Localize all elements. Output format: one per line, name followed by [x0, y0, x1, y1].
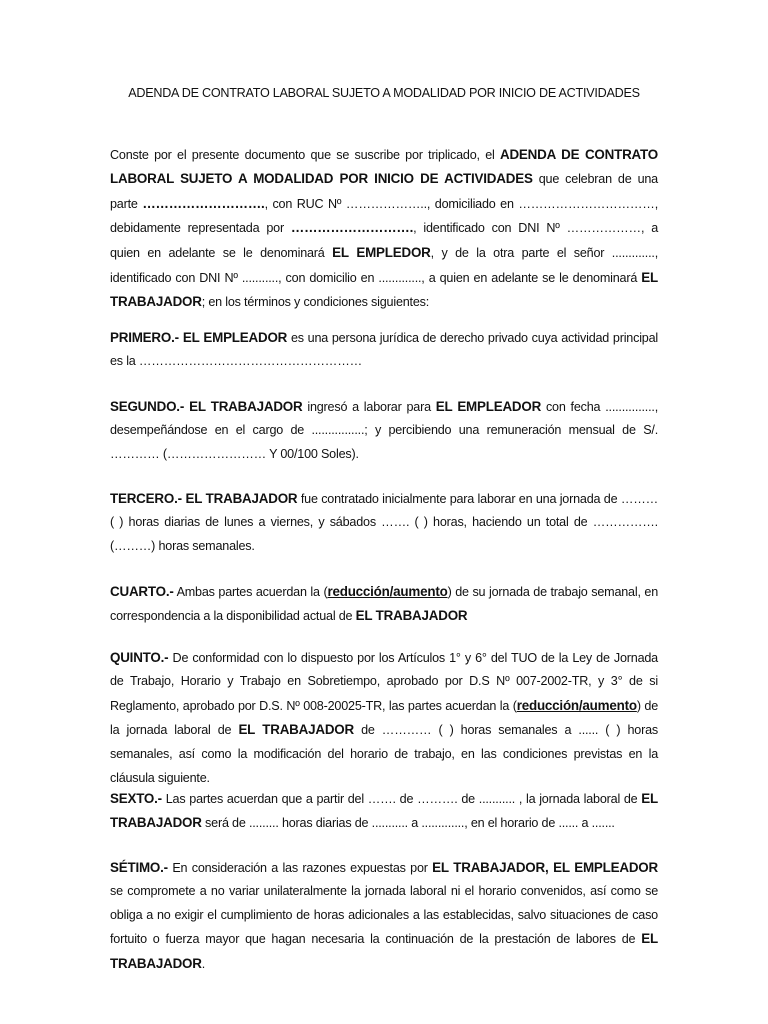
clause-primero	[110, 326, 658, 374]
emphasis-text: PRIMERO.- EL EMPLEADOR	[110, 329, 288, 345]
emphasis-text: EL TRABAJADOR	[238, 722, 354, 738]
clause-cuarto	[110, 580, 658, 629]
clause-text: , y de la otra parte el señor ............., identificado con DNI Nº ..........., con domicilio en ............., a quien en adelante se le denominará	[110, 245, 658, 285]
clause-text: se compromete a no variar unilateralmente la jornada laboral ni el horario convenidos, así como se obliga a no exigir el cumplimiento de horas adicionales a las establecidas, salvo situaciones de caso fortuito o fuerza mayor que hagan necesaria la continuación de la prestación de labores de	[110, 884, 658, 947]
clause-text: , con RUC Nº ……………….., domiciliado en ……………………………, debidamente representada por	[110, 196, 658, 236]
emphasis-text: ……………………….	[290, 220, 414, 236]
clause-text: de ………… ( ) horas semanales a ...... ( ) horas semanales, así como la modificación del horario de trabajo, en las condiciones previstas en la cláusula siguiente.	[110, 723, 658, 785]
clause-text: es una persona jurídica de derecho privado cuya actividad principal es la ………………………………………………	[110, 330, 659, 369]
clause-text: será de ......... horas diarias de ........... a ............., en el horario de ...... a .......	[201, 816, 615, 831]
clause-text: , identificado con DNI Nº ………………, a quien en adelante se le denominará	[110, 221, 658, 260]
clause-text: ) de la jornada laboral de	[110, 698, 659, 738]
emphasis-text: reducción/aumento	[516, 697, 637, 713]
emphasis-text: QUINTO.-	[110, 649, 169, 665]
clause-setimo	[110, 856, 658, 977]
clause-text: En consideración a las razones expuestas por	[167, 860, 433, 875]
emphasis-text: reducción/aumento	[327, 583, 448, 599]
clause-text: ingresó a laborar para	[302, 399, 436, 414]
emphasis-text: ADENDA DE CONTRATO LABORAL SUJETO A MODALIDAD POR INICIO DE ACTIVIDADES	[110, 146, 658, 187]
emphasis-text: EL TRABAJADOR	[110, 790, 658, 831]
clause-text: De conformidad con lo dispuesto por los Artículos 1° y 6° del TUO de la Ley de Jornada de Trabajo, Horario y Trabajo en Sobretiempo, aprobado por D.S Nº 007-2002-TR, y 3° de si Reglamento, aprobado por D.S. Nº 008-20025-TR, las partes acuerdan la (	[110, 650, 658, 713]
clause-text: con fecha ..............., desempeñándose en el cargo de ................; y percibiendo una remuneración mensual de S/. ………… (…………………… Y 00/100 Soles).	[110, 399, 658, 461]
clause-text: ; en los términos y condiciones siguientes:	[201, 295, 430, 310]
clause-sexto	[110, 787, 658, 836]
emphasis-text: SEGUNDO.- EL TRABAJADOR	[110, 398, 303, 414]
emphasis-text: SEXTO.-	[110, 790, 162, 806]
document-title: ADENDA DE CONTRATO LABORAL SUJETO A MODALIDAD POR INICIO DE ACTIVIDADES	[128, 86, 640, 100]
emphasis-text: EL TRABAJADOR	[110, 931, 658, 971]
clause-text: Ambas partes acuerdan la (	[173, 584, 328, 599]
clause-text: Conste por el presente documento que se suscribe por triplicado, el	[110, 147, 500, 162]
emphasis-text: CUARTO.-	[110, 583, 174, 599]
clause-text: Las partes acuerdan que a partir del ……. de ………. de ........... , la jornada laboral de	[161, 791, 642, 806]
clause-text: fue contratado inicialmente para laborar en una jornada de ……… ( ) horas diarias de lunes a viernes, y sábados ……. ( ) horas, haciendo un total de ……………. (………) horas semanales.	[110, 491, 658, 553]
emphasis-text: EL TRABAJADOR, EL EMPLEADOR	[432, 859, 658, 875]
emphasis-text: EL EMPLEDOR	[332, 244, 431, 260]
emphasis-text: TERCERO.- EL TRABAJADOR	[110, 490, 298, 506]
emphasis-text: EL EMPLEADOR	[435, 398, 542, 414]
clause-segundo	[110, 395, 658, 467]
emphasis-text: ……………………….	[142, 195, 265, 211]
emphasis-text: SÉTIMO.-	[110, 859, 168, 875]
emphasis-text: EL TRABAJADOR	[355, 608, 468, 624]
emphasis-text: EL TRABAJADOR	[110, 269, 658, 310]
clause-quinto	[110, 646, 658, 791]
clause-text: que celebran de una parte	[110, 172, 658, 211]
clause-text: ) de su jornada de trabajo semanal, en correspondencia a la disponibilidad actual de	[110, 584, 659, 624]
intro-paragraph	[110, 143, 658, 315]
clause-tercero	[110, 487, 658, 559]
clause-text: .	[201, 956, 206, 971]
